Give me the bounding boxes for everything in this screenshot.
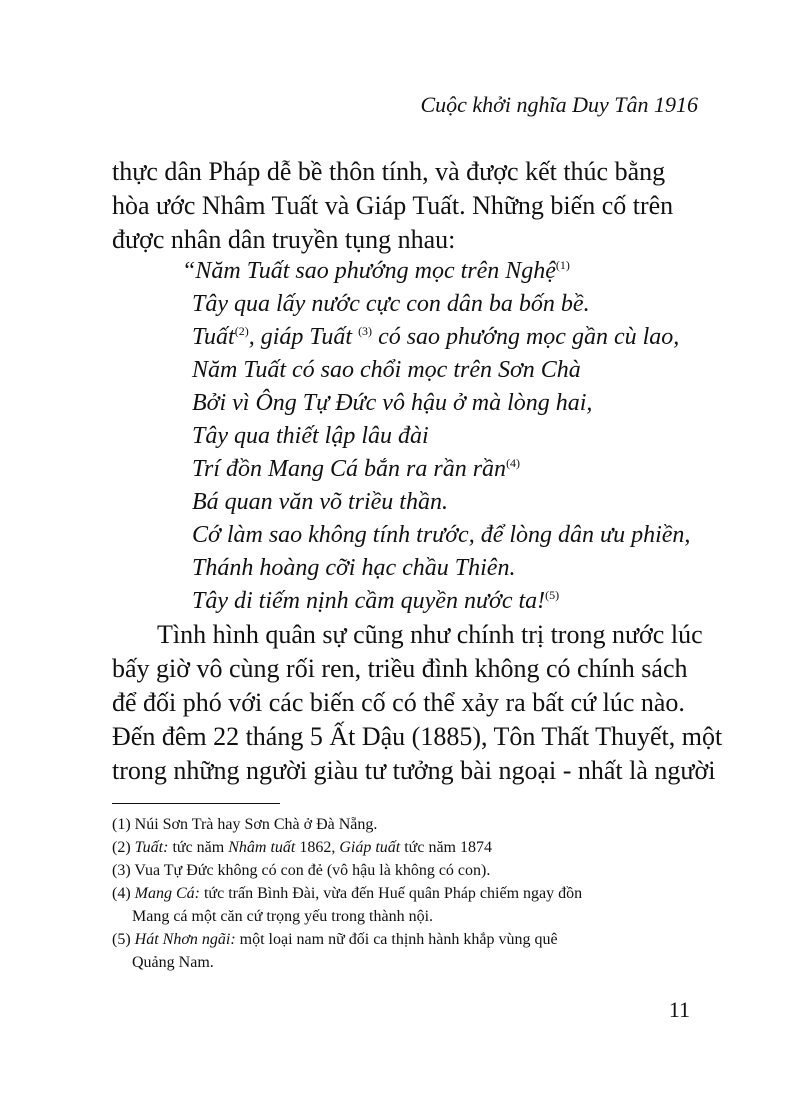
paragraph-situation — [112, 618, 722, 788]
poem-line: “Năm Tuất sao phướng mọc trên Nghệ$^{(1)}$ — [182, 258, 570, 284]
text-line: thực dân Pháp dễ bề thôn tính, và được kết thúc bằng — [112, 157, 666, 186]
footnote-4-continuation: Mang cá một căn cứ trọng yếu trong thành nội. — [132, 908, 434, 925]
footnote-ref: (1) — [555, 258, 570, 272]
footnote-5: (5) Hát Nhơn ngãi: một loại nam nữ đối ca thịnh hành khắp vùng quê — [112, 931, 558, 948]
footnote-3: (3) Vua Tự Đức không có con đẻ (vô hậu là không có con). — [112, 862, 491, 879]
poem-line: Năm Tuất có sao chổi mọc trên Sơn Chà — [192, 357, 581, 383]
poem-block — [182, 255, 690, 618]
poem-line: Tây qua lấy nước cực con dân ba bốn bề. — [192, 291, 590, 317]
poem-line: Bá quan văn võ triều thần. — [192, 489, 448, 515]
page-number: 11 — [668, 997, 690, 1022]
poem-line: Cớ làm sao không tính trước, để lòng dân ưu phiền, — [192, 522, 691, 548]
footnotes — [112, 813, 722, 974]
footnote-4: (4) Mang Cá: tức trấn Bình Đài, vừa đến Huế quân Pháp chiếm ngay đồn — [112, 885, 583, 902]
footnote-1: (1) Núi Sơn Trà hay Sơn Chà ở Đà Nẵng. — [112, 816, 378, 833]
text-line: hòa ước Nhâm Tuất và Giáp Tuất. Những biến cố trên — [112, 191, 674, 220]
footnote-divider — [112, 803, 280, 804]
footnote-ref: (2) — [234, 324, 249, 338]
text-line: được nhân dân truyền tụng nhau: — [112, 225, 456, 254]
poem-line: Thánh hoàng cỡi hạc chầu Thiên. — [192, 555, 516, 581]
footnote-5-continuation: Quảng Nam. — [132, 954, 214, 971]
text-line: Tình hình quân sự cũng như chính trị trong nước lúc — [157, 620, 703, 649]
footnote-ref: (5) — [545, 588, 560, 602]
footnote-ref: (3) — [358, 324, 373, 338]
text-line: để đối phó với các biến cố có thể xảy ra bất cứ lúc nào. — [112, 688, 685, 717]
poem-line: Tây di tiếm nịnh cầm quyền nước ta!$^{(5)}$ — [192, 588, 560, 614]
footnote-ref: (4) — [506, 456, 521, 470]
running-header: Cuộc khởi nghĩa Duy Tân 1916 — [420, 92, 698, 117]
poem-line: Tuất$^{(2)}$, giáp Tuất $^{(3)}$ có sao phướng mọc gần cù lao, — [192, 324, 680, 350]
text-line: trong những người giàu tư tưởng bài ngoại - nhất là người — [112, 756, 716, 785]
poem-line: Bởi vì Ông Tự Đức vô hậu ở mà lòng hai, — [192, 390, 593, 416]
text-line: bấy giờ vô cùng rối ren, triều đình không có chính sách — [112, 654, 688, 683]
poem-line: Tây qua thiết lập lâu đài — [192, 423, 429, 449]
poem-line: Trí đồn Mang Cá bắn ra rần rần$^{(4)}$ — [192, 456, 521, 482]
paragraph-intro — [112, 155, 712, 257]
text-line: Đến đêm 22 tháng 5 Ất Dậu (1885), Tôn Thất Thuyết, một — [112, 722, 723, 751]
footnote-2: (2) Tuất: tức năm Nhâm tuất 1862, Giáp tuất tức năm 1874 — [112, 839, 492, 856]
